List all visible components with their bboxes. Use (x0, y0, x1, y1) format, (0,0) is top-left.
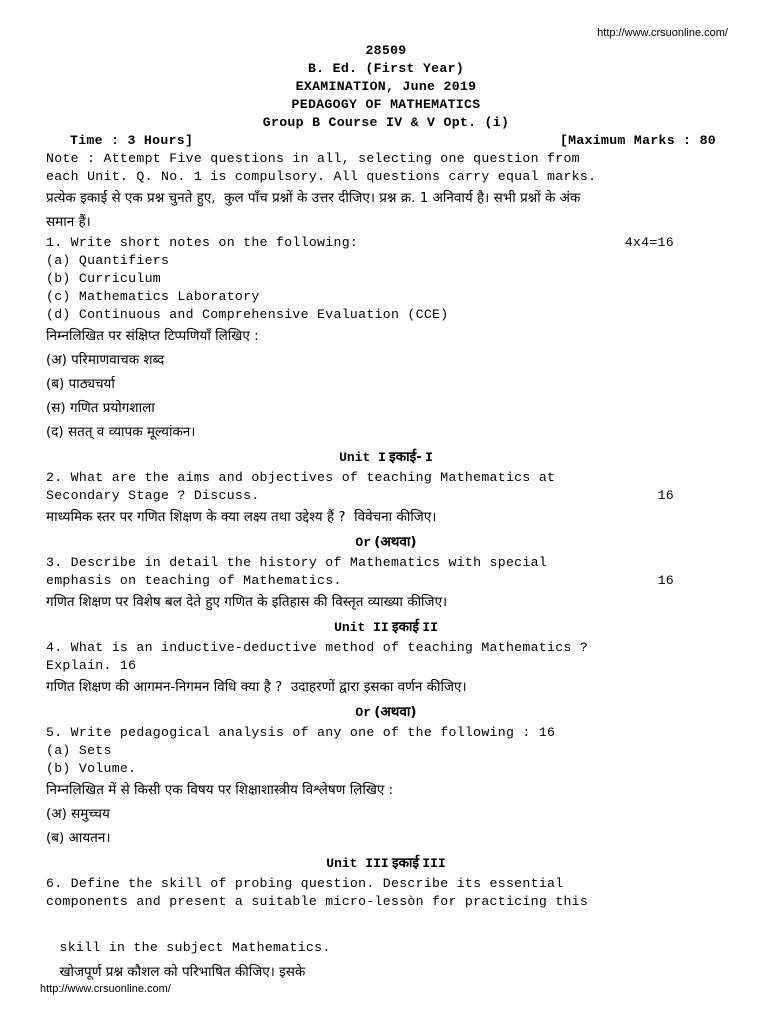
question-5-line-1: 5. Write pedagogical analysis of any one of the following : 16 (46, 725, 556, 740)
or-hindi: (अथवा) (374, 704, 417, 720)
question-2-marks: 16 (657, 488, 674, 503)
q1-hindi-item-b: (ब) पाठ्यचर्या (46, 376, 115, 392)
unit-3-roman: III (422, 856, 446, 871)
unit-3-hindi: इकाई (391, 855, 420, 871)
group-title: Group B Course IV & V Opt. (i) (262, 115, 510, 130)
footer-url: http://www.crsuonline.com/ (40, 983, 171, 995)
unit-2-roman: II (422, 620, 438, 635)
q1-hindi-item-c: (स) गणित प्रयोगशाला (46, 400, 155, 416)
unit-3-label: Unit III (326, 856, 389, 871)
question-5-hindi: निम्नलिखित में से किसी एक विषय पर शिक्षाशास्त्रीय विश्लेषण लिखिए : (46, 782, 394, 798)
question-1-marks: 4x4=16 (624, 235, 674, 250)
unit-1-hindi: इकाई- (389, 449, 422, 465)
time-marks-row (46, 132, 726, 150)
question-3-line-2 (46, 572, 726, 590)
note-hindi-2: समान हैं। (46, 214, 91, 230)
or-hindi: (अथवा) (374, 534, 417, 550)
q1-item-c: (c) Mathematics Laboratory (46, 289, 260, 304)
q1-hindi-item-d: (द) सतत् व व्यापक मूल्यांकन। (46, 424, 196, 440)
question-1-text: 1. Write short notes on the following: (46, 235, 359, 250)
question-6-text-hi: खोजपूर्ण प्रश्न कौशल को परिभाषित कीजिए। इसके (59, 964, 306, 980)
unit-2-heading (46, 616, 726, 639)
unit-2-or (46, 701, 726, 724)
q5-hindi-item-b: (ब) आयतन। (46, 830, 111, 846)
question-3-line-1: 3. Describe in detail the history of Mathematics with special (46, 555, 548, 570)
paper-code: 28509 (365, 43, 407, 58)
q1-item-a: (a) Quantifiers (46, 253, 170, 268)
degree-title: B. Ed. (First Year) (307, 61, 465, 76)
q5-item-b: (b) Volume. (46, 761, 137, 776)
question-3-text: emphasis on teaching of Mathematics. (46, 573, 342, 588)
exam-paper (46, 42, 726, 1008)
question-6-line-2: components and present a suitable micro-lessòn for practicing this (46, 894, 589, 909)
unit-2-label: Unit II (334, 620, 389, 635)
note-hindi-1: प्रत्येक इकाई से एक प्रश्न चुनते हुए, कुल पाँच प्रश्नों के उत्तर दीजिए। प्रश्न क्र. 1 अनिवार्य है। सभी प्रश्नों के अंक (46, 190, 581, 206)
question-3-hindi: गणित शिक्षण पर विशेष बल देते हुए गणित के इतिहास की विस्तृत व्याख्या कीजिए। (46, 594, 448, 610)
question-2-line-2 (46, 487, 726, 505)
question-2-line-1: 2. What are the aims and objectives of teaching Mathematics at (46, 470, 556, 485)
question-4-line-2: Explain. 16 (46, 658, 137, 673)
unit-1-heading (46, 446, 726, 469)
question-2-text: Secondary Stage ? Discuss. (46, 488, 260, 503)
or-label: Or (355, 705, 372, 720)
question-4-line-1: 4. What is an inductive-deductive method of teaching Mathematics ? (46, 640, 589, 655)
subject-title: PEDAGOGY OF MATHEMATICS (291, 97, 481, 112)
unit-1-label: Unit I (339, 450, 386, 465)
exam-title: EXAMINATION, June 2019 (295, 79, 477, 94)
question-6-line-1: 6. Define the skill of probing question. Describe its essential (46, 876, 564, 891)
unit-3-heading (46, 852, 726, 875)
question-1 (46, 234, 726, 252)
q1-hindi-intro: निम्नलिखित पर संक्षिप्त टिप्पणियाँ लिखिए : (46, 328, 259, 344)
question-2-hindi: माध्यमिक स्तर पर गणित शिक्षण के क्या लक्ष्य तथा उद्देश्य हैं ? विवेचना कीजिए। (46, 509, 437, 525)
or-label: Or (355, 535, 372, 550)
question-6-text-en: skill in the subject Mathematics. (59, 940, 331, 955)
unit-2-hindi: इकाई (391, 619, 420, 635)
question-4-hindi: गणित शिक्षण की आगमन-निगमन विधि क्या है ? उदाहरणों द्वारा इसका वर्णन कीजिए। (46, 679, 467, 695)
q1-item-b: (b) Curriculum (46, 271, 161, 286)
maximum-marks: [Maximum Marks : 80 (559, 133, 716, 148)
q1-item-d: (d) Continuous and Comprehensive Evaluation (CCE) (46, 307, 449, 322)
unit-1-or (46, 531, 726, 554)
header-url: http://www.crsuonline.com/ (597, 27, 728, 39)
unit-1-roman: I (425, 450, 433, 465)
note-line-1: Note : Attempt Five questions in all, selecting one question from (46, 151, 580, 166)
q1-hindi-item-a: (अ) परिमाणवाचक शब्द (46, 352, 165, 368)
q5-item-a: (a) Sets (46, 743, 112, 758)
time-allowed: Time : 3 Hours] (70, 133, 194, 148)
question-3-marks: 16 (657, 573, 674, 588)
note-line-2: each Unit. Q. No. 1 is compulsory. All questions carry equal marks. (46, 169, 597, 184)
q5-hindi-item-a: (अ) समुच्चय (46, 806, 110, 822)
